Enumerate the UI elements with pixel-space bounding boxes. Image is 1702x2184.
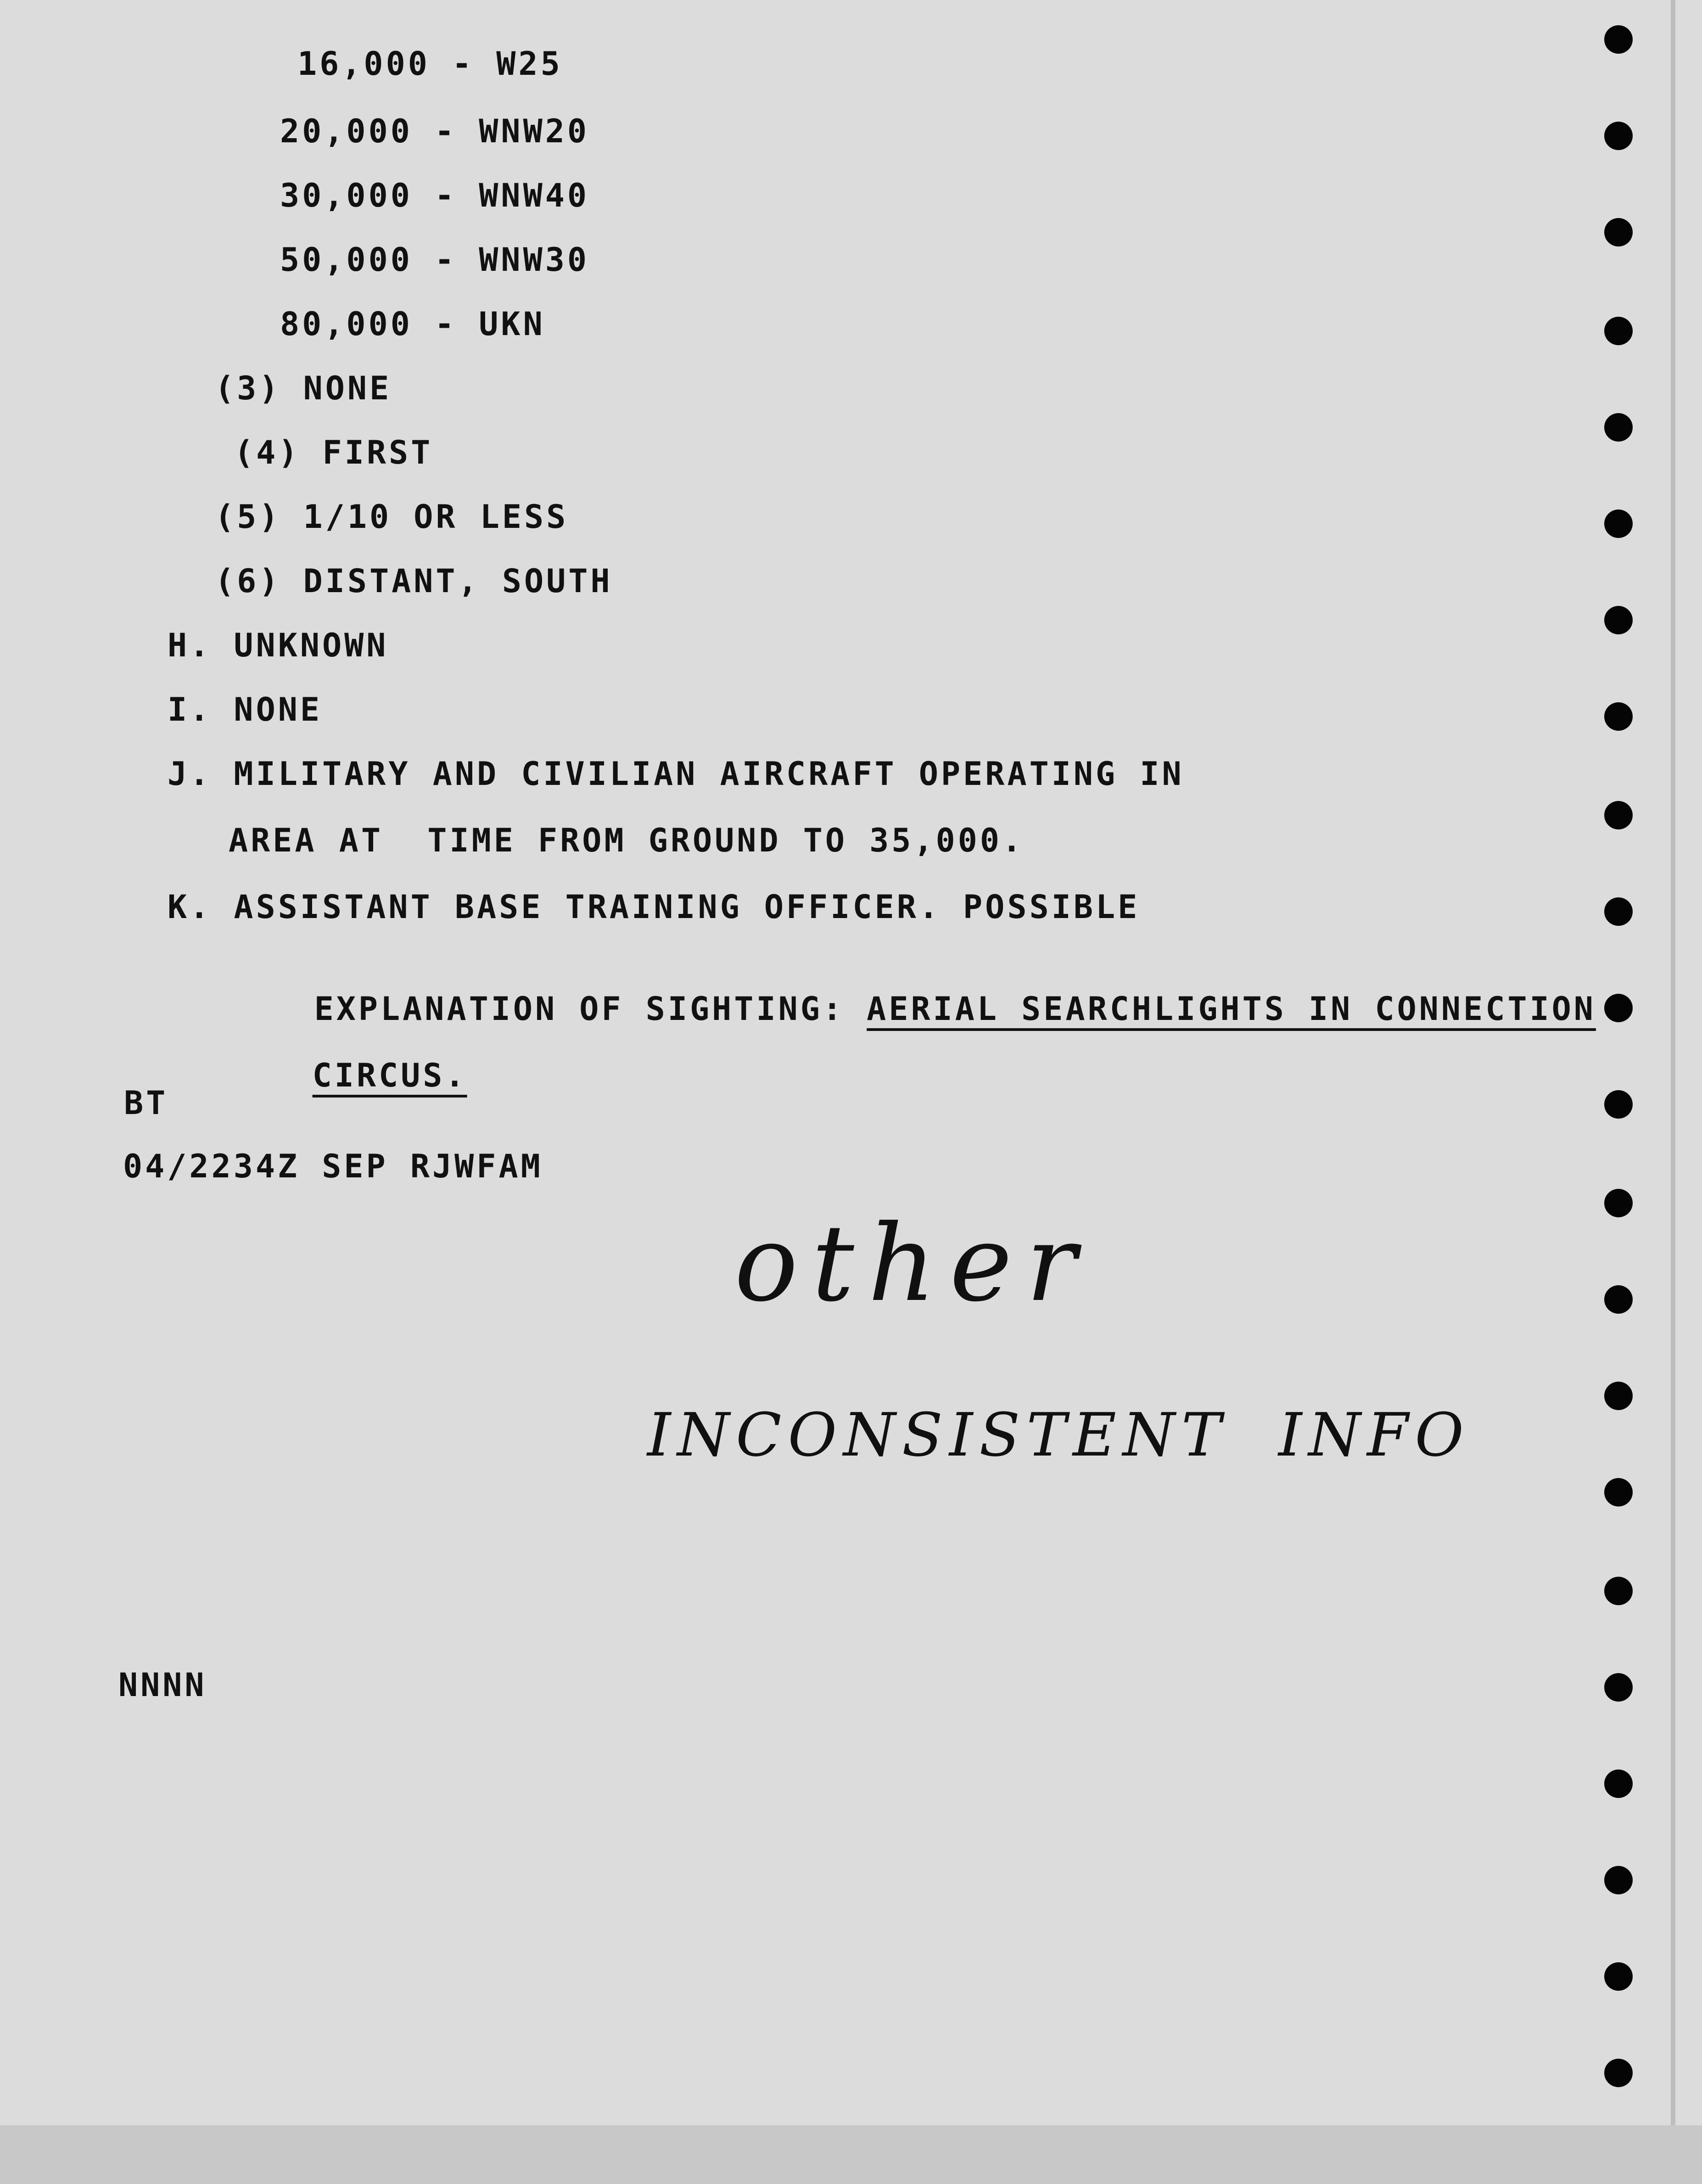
- sprocket-hole: [1604, 994, 1633, 1022]
- text-line-item-h: H. UNKNOWN: [168, 627, 389, 664]
- sprocket-hole: [1604, 510, 1633, 538]
- sprocket-hole: [1604, 122, 1633, 150]
- sprocket-hole: [1604, 897, 1633, 926]
- explanation-underlined: AERIAL SEARCHLIGHTS IN CONNECTION: [867, 990, 1596, 1028]
- text-line-item-j-2: AREA AT TIME FROM GROUND TO 35,000.: [229, 822, 1025, 859]
- handwritten-other: other: [734, 1203, 1091, 1325]
- text-line-alt-50000: 50,000 - WNW30: [280, 241, 590, 279]
- text-line-alt-30000: 30,000 - WNW40: [280, 177, 590, 214]
- sprocket-hole: [1604, 218, 1633, 246]
- text-line-item-k-1: K. ASSISTANT BASE TRAINING OFFICER. POSSIBLE: [168, 888, 1140, 926]
- sprocket-hole: [1604, 801, 1633, 829]
- text-line-item-3: (3) NONE: [215, 370, 392, 407]
- sprocket-hole: [1604, 606, 1633, 634]
- text-line-item-5: (5) 1/10 OR LESS: [215, 498, 569, 536]
- sprocket-hole: [1604, 1962, 1633, 1991]
- sprocket-hole: [1604, 2059, 1633, 2087]
- end-marker: NNNN: [118, 1666, 207, 1704]
- sprocket-hole: [1604, 1382, 1633, 1410]
- sprocket-hole: [1604, 1866, 1633, 1894]
- sprocket-hole: [1604, 1090, 1633, 1119]
- text-line-alt-16000: 16,000 - W25: [297, 45, 563, 83]
- explanation-line-2: [224, 1019, 467, 1132]
- sprocket-hole: [1604, 1770, 1633, 1798]
- text-line-item-j-1: J. MILITARY AND CIVILIAN AIRCRAFT OPERATING IN: [168, 755, 1184, 793]
- explanation-prefix: EXPLANATION OF SIGHTING:: [314, 990, 867, 1028]
- sprocket-hole: [1604, 702, 1633, 731]
- sprocket-hole: [1604, 1285, 1633, 1314]
- page-edge: [1671, 0, 1675, 2184]
- explanation-circus: CIRCUS.: [312, 1057, 467, 1094]
- date-time-group: 04/2234Z SEP RJWFAM: [123, 1148, 543, 1185]
- page-bottom-edge: [0, 2125, 1702, 2184]
- text-line-item-4: (4) FIRST: [234, 434, 433, 471]
- sprocket-hole: [1604, 317, 1633, 345]
- text-line-alt-20000: 20,000 - WNW20: [280, 112, 590, 150]
- text-line-alt-80000: 80,000 - UKN: [280, 305, 545, 343]
- sprocket-hole: [1604, 1189, 1633, 1217]
- sprocket-hole: [1604, 1673, 1633, 1702]
- handwritten-inconsistent-info: INCONSISTENT INFO: [647, 1400, 1470, 1470]
- sprocket-hole: [1604, 1478, 1633, 1506]
- sprocket-hole: [1604, 25, 1633, 54]
- text-line-item-6: (6) DISTANT, SOUTH: [215, 562, 613, 600]
- text-line-item-i: I. NONE: [168, 691, 323, 728]
- bt-marker: BT: [124, 1084, 168, 1122]
- sprocket-hole: [1604, 1577, 1633, 1605]
- sprocket-hole: [1604, 413, 1633, 442]
